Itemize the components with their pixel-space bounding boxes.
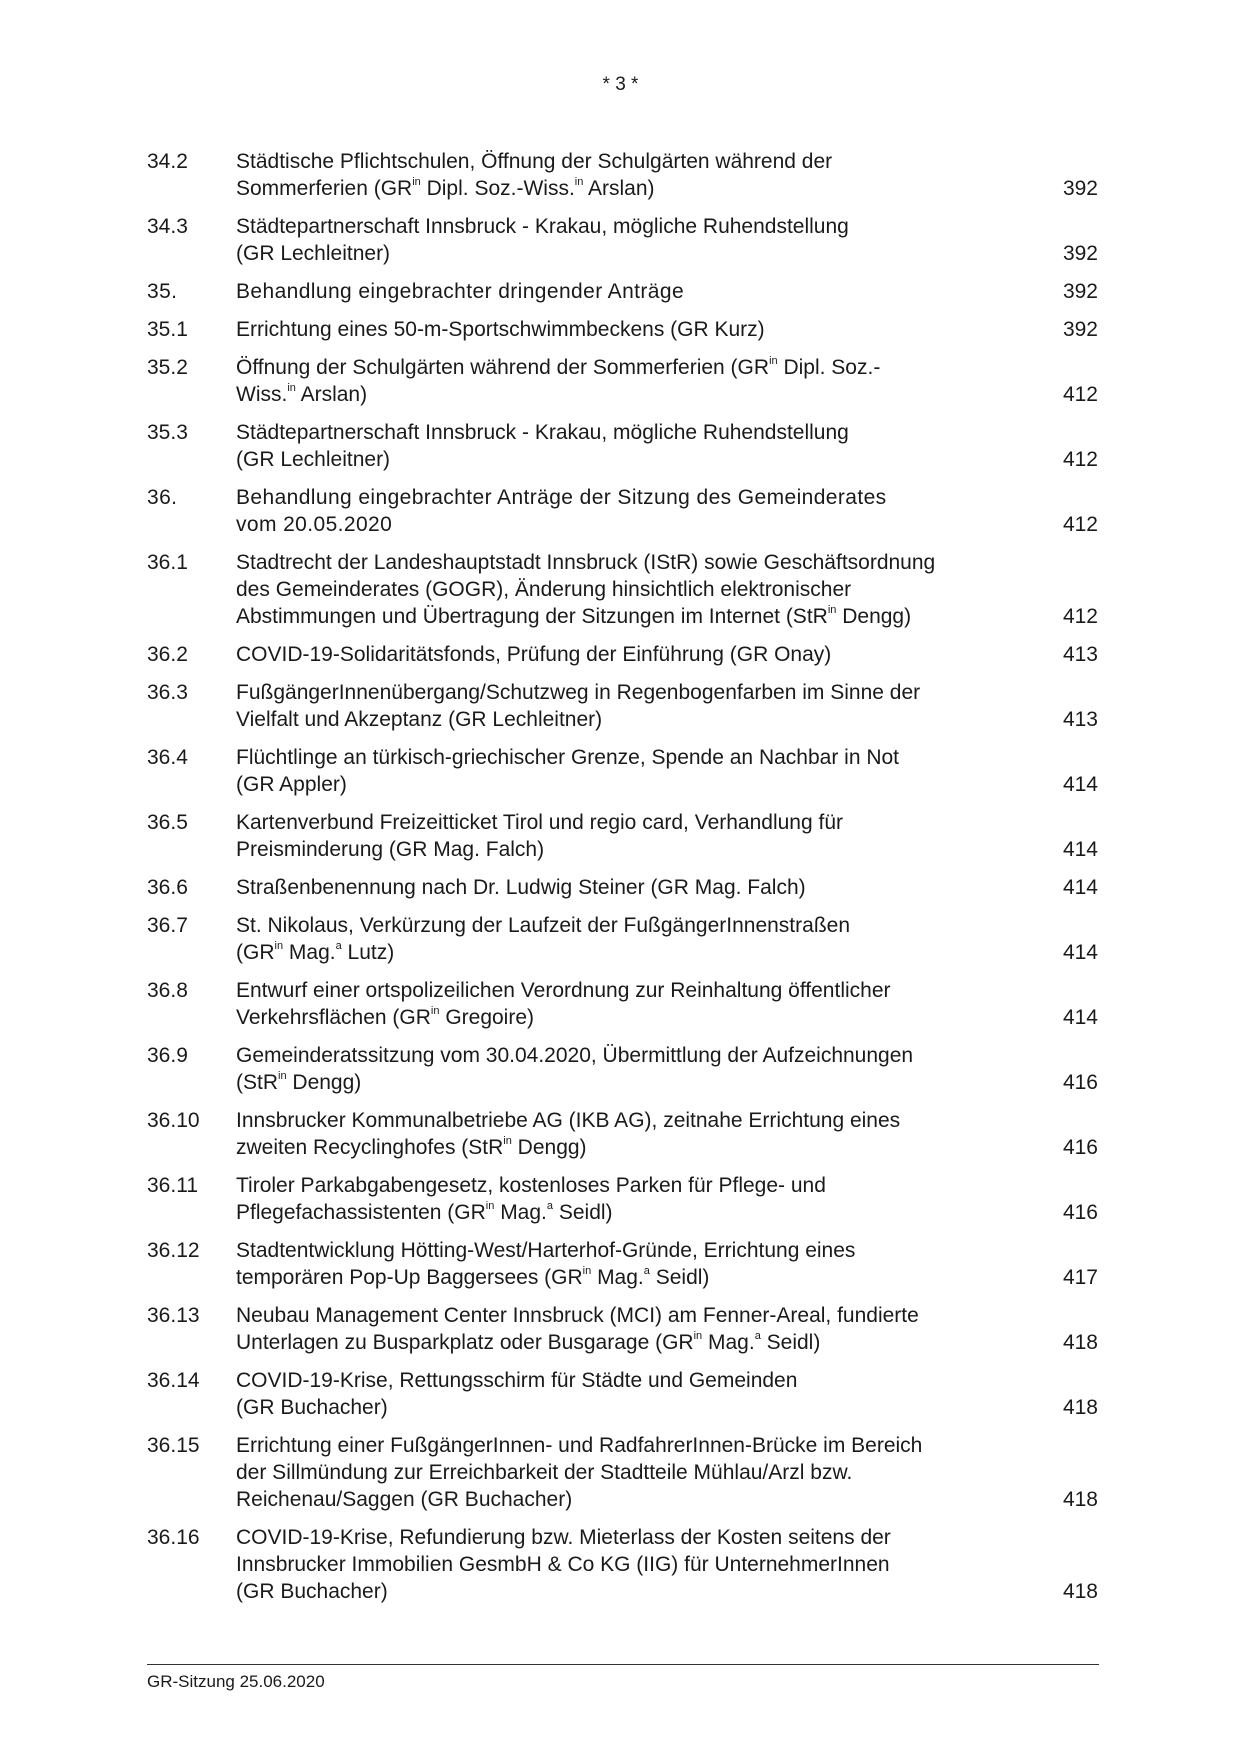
entry-number: 36.8 xyxy=(147,979,188,1002)
superscript: in xyxy=(287,382,296,394)
toc-entry xyxy=(147,1107,1098,1161)
entry-title-line: Verkehrsflächen ($GR^{in}$ Gregoire) xyxy=(236,1005,535,1029)
entry-title-line: Städtische Pflichtschulen, Öffnung der Schulgärten während der xyxy=(236,150,833,173)
table-of-contents xyxy=(147,148,1098,1616)
entry-title xyxy=(236,354,1026,408)
toc-entry xyxy=(147,1042,1098,1096)
entry-number: 35.3 xyxy=(147,421,188,444)
toc-entry xyxy=(147,1367,1098,1421)
entry-page-number: 392 xyxy=(1062,280,1098,303)
entry-page-number: 392 xyxy=(1062,242,1098,265)
entry-title xyxy=(236,1237,1026,1291)
entry-page-number: 412 xyxy=(1062,605,1098,628)
toc-entry xyxy=(147,148,1098,202)
entry-title xyxy=(236,977,1026,1031)
toc-section xyxy=(147,484,1098,538)
entry-title xyxy=(236,1524,1026,1605)
entry-title xyxy=(236,1432,1026,1513)
superscript: a xyxy=(335,940,342,952)
superscript: in xyxy=(412,176,421,188)
toc-entry xyxy=(147,354,1098,408)
entry-title-line: Wiss.$^{in}$ Arslan) xyxy=(236,382,368,406)
entry-number: 36.10 xyxy=(147,1109,200,1132)
entry-title-line: Straßenbenennung nach Dr. Ludwig Steiner (GR Mag. Falch) xyxy=(236,876,806,899)
superscript: in xyxy=(827,604,837,616)
entry-page-number: 418 xyxy=(1062,1396,1098,1419)
entry-title xyxy=(236,679,1026,733)
superscript: in xyxy=(693,1330,703,1342)
entry-number: 36.15 xyxy=(147,1434,200,1457)
entry-title-line: Innsbrucker Kommunalbetriebe AG (IKB AG), zeitnahe Errichtung eines xyxy=(236,1109,901,1132)
entry-page-number: 414 xyxy=(1062,876,1098,899)
entry-title xyxy=(236,1302,1026,1356)
toc-entry xyxy=(147,419,1098,473)
toc-entry xyxy=(147,641,1098,668)
entry-page-number: 416 xyxy=(1062,1136,1098,1159)
entry-page-number: 412 xyxy=(1062,513,1098,536)
superscript: in xyxy=(503,1135,512,1147)
toc-entry xyxy=(147,316,1098,343)
entry-page-number: 416 xyxy=(1062,1201,1098,1224)
toc-entry xyxy=(147,977,1098,1031)
footer-text: GR-Sitzung 25.06.2020 xyxy=(147,1672,325,1691)
toc-entry xyxy=(147,1302,1098,1356)
entry-number: 35.2 xyxy=(147,356,188,379)
entry-number: 36.11 xyxy=(147,1174,198,1197)
entry-number: 36.6 xyxy=(147,876,188,899)
footer-divider xyxy=(147,1664,1099,1665)
toc-entry xyxy=(147,679,1098,733)
entry-title xyxy=(236,809,1026,863)
toc-section xyxy=(147,278,1098,305)
entry-title xyxy=(236,1107,1026,1161)
entry-title-line: COVID-19-Solidaritätsfonds, Prüfung der Einführung (GR Onay) xyxy=(236,643,832,666)
entry-title-line: St. Nikolaus, Verkürzung der Laufzeit der FußgängerInnenstraßen xyxy=(236,914,851,937)
page-number: * 3 * xyxy=(602,74,639,95)
entry-title-line: Entwurf einer ortspolizeilichen Verordnung zur Reinhaltung öffentlicher xyxy=(236,979,891,1002)
superscript: a xyxy=(546,1200,554,1212)
entry-number: 34.2 xyxy=(147,150,188,173)
toc-entry xyxy=(147,1432,1098,1513)
entry-title xyxy=(236,549,1026,630)
entry-title-line: COVID-19-Krise, Refundierung bzw. Mieterlass der Kosten seitens der xyxy=(236,1526,891,1549)
entry-title-line: Tiroler Parkabgabengesetz, kostenloses Parken für Pflege- und xyxy=(236,1174,826,1197)
entry-number: 36.9 xyxy=(147,1044,188,1067)
entry-number: 36.5 xyxy=(147,811,188,834)
entry-page-number: 414 xyxy=(1062,773,1098,796)
entry-title-line: FußgängerInnenübergang/Schutzweg in Regenbogenfarben im Sinne der xyxy=(236,681,921,704)
superscript: in xyxy=(769,355,778,367)
entry-title-line: Behandlung eingebrachter Anträge der Sitzung des Gemeinderates xyxy=(236,486,887,509)
superscript: in xyxy=(430,1005,440,1017)
entry-page-number: 414 xyxy=(1062,941,1098,964)
entry-number: 36.7 xyxy=(147,914,188,937)
superscript: in xyxy=(582,1265,592,1277)
entry-title-line: (GR Lechleitner) xyxy=(236,242,391,265)
toc-entry xyxy=(147,1237,1098,1291)
superscript: a xyxy=(643,1265,650,1277)
toc-entry xyxy=(147,912,1098,966)
entry-title-line: (GR Lechleitner) xyxy=(236,448,391,471)
toc-entry xyxy=(147,1172,1098,1226)
toc-entry xyxy=(147,213,1098,267)
entry-title-line: Unterlagen zu Busparkplatz oder Busgarage ($GR^{in}$ Mag.$^a$ Seidl) xyxy=(236,1330,821,1354)
entry-number: 35.1 xyxy=(147,318,188,341)
entry-title-line: des Gemeinderates (GOGR), Änderung hinsichtlich elektronischer xyxy=(236,578,852,601)
entry-title-line: (GR Appler) xyxy=(236,773,347,796)
entry-page-number: 418 xyxy=(1062,1331,1098,1354)
entry-number: 36.16 xyxy=(147,1526,200,1549)
entry-title-line: ($GR^{in}$ Mag.$^a$ Lutz) xyxy=(236,940,395,964)
entry-number: 36.4 xyxy=(147,746,188,769)
superscript: a xyxy=(754,1330,761,1342)
superscript: in xyxy=(278,1070,287,1082)
entry-title-line: temporären Pop-Up Baggersees ($GR^{in}$ Mag.$^a$ Seidl) xyxy=(236,1265,710,1289)
entry-number: 36.1 xyxy=(147,551,188,574)
toc-entry xyxy=(147,874,1098,901)
entry-title-line: Städtepartnerschaft Innsbruck - Krakau, mögliche Ruhendstellung xyxy=(236,421,849,444)
entry-title xyxy=(236,1042,1026,1096)
entry-title-line: Vielfalt und Akzeptanz (GR Lechleitner) xyxy=(236,708,603,731)
entry-title-line: Stadtrecht der Landeshauptstadt Innsbruck (IStR) sowie Geschäftsordnung xyxy=(236,551,936,574)
entry-title-line: Abstimmungen und Übertragung der Sitzungen im Internet (StR$^{in}$ Dengg) xyxy=(236,604,912,628)
entry-title-line: Pflegefachassistenten ($GR^{in}$ Mag.$^a$ Seidl) xyxy=(236,1200,613,1224)
entry-title-line: Preisminderung (GR Mag. Falch) xyxy=(236,838,545,861)
entry-title-line: Innsbrucker Immobilien GesmbH & Co KG (IIG) für UnternehmerInnen xyxy=(236,1553,890,1576)
entry-page-number: 418 xyxy=(1062,1488,1098,1511)
entry-number: 36.14 xyxy=(147,1369,200,1392)
entry-number: 36.2 xyxy=(147,643,188,666)
entry-title xyxy=(236,148,1026,202)
entry-title-line: Sommerferien ($GR^{in}$ Dipl. Soz.-Wiss.$^{in}$ Arslan) xyxy=(236,176,655,200)
entry-title xyxy=(236,419,1026,473)
entry-title xyxy=(236,912,1026,966)
entry-page-number: 412 xyxy=(1062,448,1098,471)
entry-page-number: 392 xyxy=(1062,177,1098,200)
entry-page-number: 414 xyxy=(1062,1006,1098,1029)
toc-entry xyxy=(147,809,1098,863)
entry-title xyxy=(236,484,1026,538)
entry-page-number: 417 xyxy=(1062,1266,1098,1289)
entry-number: 36.13 xyxy=(147,1304,200,1327)
entry-title xyxy=(236,874,1026,901)
toc-entry xyxy=(147,549,1098,630)
entry-title-line: (GR Buchacher) xyxy=(236,1396,388,1419)
entry-page-number: 416 xyxy=(1062,1071,1098,1094)
entry-title-line: vom 20.05.2020 xyxy=(236,513,393,536)
entry-title-line: Gemeinderatssitzung vom 30.04.2020, Übermittlung der Aufzeichnungen xyxy=(236,1044,914,1067)
entry-title-line: Errichtung einer FußgängerInnen- und RadfahrerInnen-Brücke im Bereich xyxy=(236,1434,923,1457)
entry-number: 36.12 xyxy=(147,1239,200,1262)
toc-entry xyxy=(147,1524,1098,1605)
entry-title xyxy=(236,1367,1026,1421)
entry-page-number: 413 xyxy=(1062,708,1098,731)
entry-title-line: zweiten Recyclinghofes (StR$^{in}$ Dengg) xyxy=(236,1135,587,1159)
entry-page-number: 418 xyxy=(1062,1580,1098,1603)
entry-title xyxy=(236,744,1026,798)
entry-title-line: (GR Buchacher) xyxy=(236,1580,388,1603)
entry-title-line: Neubau Management Center Innsbruck (MCI) am Fenner-Areal, fundierte xyxy=(236,1304,919,1327)
entry-title xyxy=(236,278,1026,305)
entry-title-line: Städtepartnerschaft Innsbruck - Krakau, mögliche Ruhendstellung xyxy=(236,215,849,238)
entry-title-line: Behandlung eingebrachter dringender Anträge xyxy=(236,280,685,303)
entry-title-line: der Sillmündung zur Erreichbarkeit der Stadtteile Mühlau/Arzl bzw. xyxy=(236,1461,853,1484)
entry-title-line: COVID-19-Krise, Rettungsschirm für Städte und Gemeinden xyxy=(236,1369,798,1392)
superscript: in xyxy=(574,176,584,188)
entry-title-line: Stadtentwicklung Hötting-West/Harterhof-Gründe, Errichtung eines xyxy=(236,1239,856,1262)
entry-title xyxy=(236,1172,1026,1226)
entry-number: 36.3 xyxy=(147,681,188,704)
entry-title-line: Flüchtlinge an türkisch-griechischer Grenze, Spende an Nachbar in Not xyxy=(236,746,900,769)
entry-title-line: (StR$^{in}$ Dengg) xyxy=(236,1070,362,1094)
entry-title-line: Reichenau/Saggen (GR Buchacher) xyxy=(236,1488,573,1511)
entry-number: 35. xyxy=(147,280,178,303)
entry-number: 34.3 xyxy=(147,215,188,238)
entry-number: 36. xyxy=(147,486,178,509)
entry-title xyxy=(236,641,1026,668)
superscript: in xyxy=(485,1200,495,1212)
entry-title xyxy=(236,316,1026,343)
superscript: in xyxy=(274,940,284,952)
entry-page-number: 412 xyxy=(1062,383,1098,406)
entry-page-number: 413 xyxy=(1062,643,1098,666)
entry-title-line: Öffnung der Schulgärten während der Sommerferien ($GR^{in}$ Dipl. Soz.- xyxy=(236,355,881,379)
entry-title-line: Kartenverbund Freizeitticket Tirol und regio card, Verhandlung für xyxy=(236,811,844,834)
entry-title-line: Errichtung eines 50-m-Sportschwimmbeckens (GR Kurz) xyxy=(236,318,765,341)
entry-title xyxy=(236,213,1026,267)
entry-page-number: 414 xyxy=(1062,838,1098,861)
toc-entry xyxy=(147,744,1098,798)
entry-page-number: 392 xyxy=(1062,318,1098,341)
